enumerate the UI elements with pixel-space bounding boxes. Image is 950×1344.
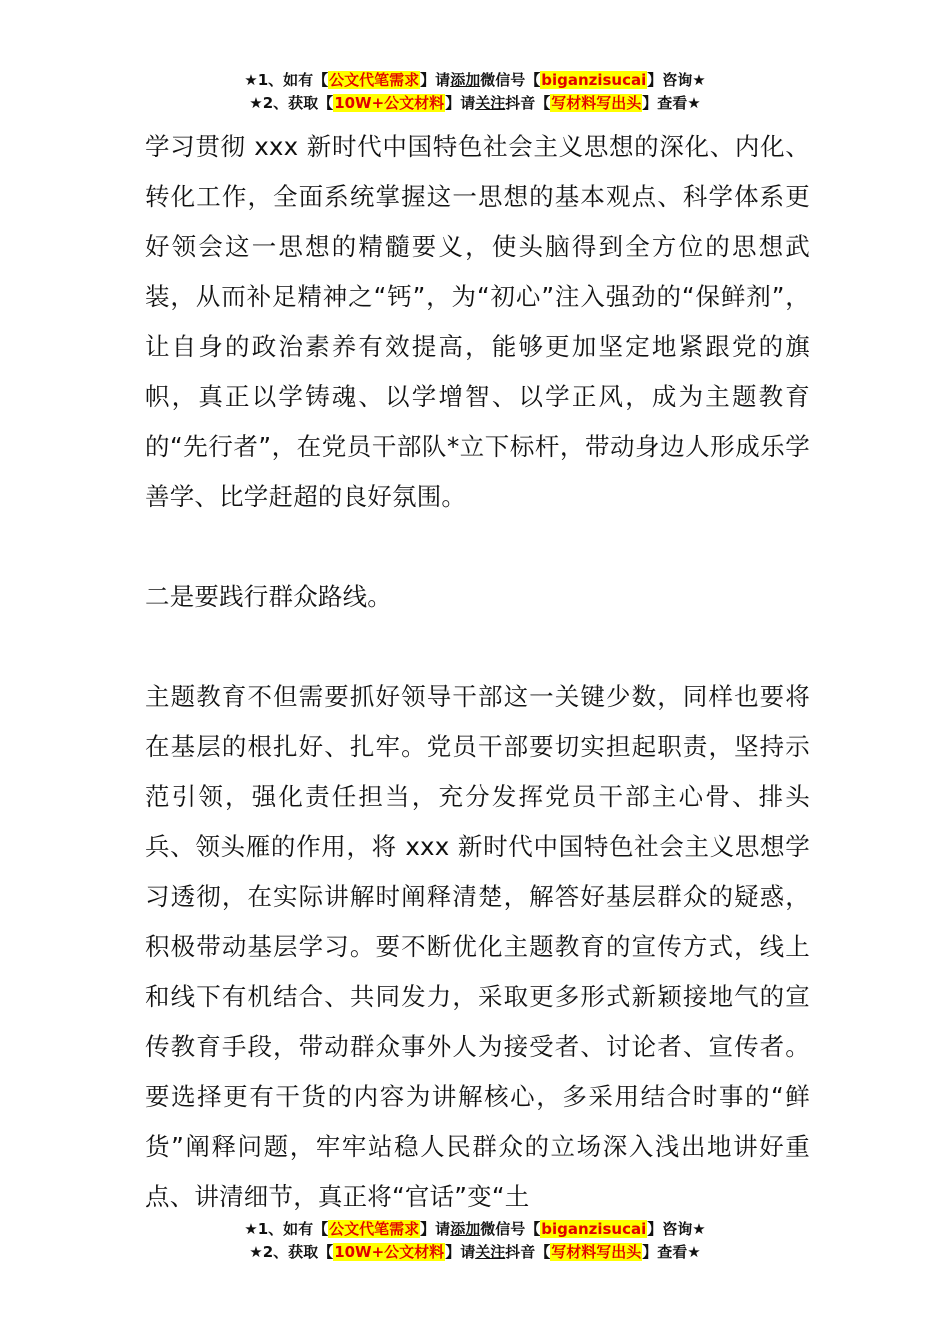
footer-banner	[0, 1219, 950, 1265]
highlight-wechat-id: biganzisucai	[541, 71, 647, 89]
highlight-douyin: 写材料写出头	[551, 1243, 642, 1261]
banner-line-2: ★2、获取【10W+公文材料】请关注抖音【写材料写出头】查看★	[249, 1243, 701, 1261]
highlight-douyin: 写材料写出头	[551, 94, 642, 112]
highlight-service: 公文代笔需求	[329, 71, 420, 89]
banner-line-2: ★2、获取【10W+公文材料】请关注抖音【写材料写出头】查看★	[249, 94, 701, 112]
banner-line-1: ★1、如有【公文代笔需求】请添加微信号【biganzisucai】咨询★	[244, 1220, 706, 1238]
header-banner	[0, 70, 950, 116]
highlight-service: 公文代笔需求	[329, 1220, 420, 1238]
section-heading: 二是要践行群众路线。	[145, 582, 392, 611]
highlight-materials: 10W+公文材料	[334, 94, 445, 112]
highlight-materials: 10W+公文材料	[334, 1243, 445, 1261]
banner-line-1: ★1、如有【公文代笔需求】请添加微信号【biganzisucai】咨询★	[244, 71, 706, 89]
document-body	[145, 122, 810, 1222]
highlight-wechat-id: biganzisucai	[541, 1220, 647, 1238]
paragraph-gap	[145, 522, 810, 572]
paragraph-gap	[145, 622, 810, 672]
paragraph-3: 主题教育不但需要抓好领导干部这一关键少数，同样也要将在基层的根扎好、扎牢。党员干部要切实担起职责，坚持示范引领，强化责任担当，充分发挥党员干部主心骨、排头兵、领头雁的作用，将 xxx 新时代中国特色社会主义思想学习透彻，在实际讲解时阐释清楚，解答好基层群众的疑惑，积极带动基层学习。要不断优化主题教育的宣传方式，线上和线下有机结合、共同发力，采取更多形式新颖接地气的宣传教育手段，带动群众事外人为接受者、讨论者、宣传者。要选择更有干货的内容为讲解核心，多采用结合时事的“鲜货”阐释问题，牢牢站稳人民群众的立场深入浅出地讲好重点、讲清细节，真正将“官话”变“土	[145, 682, 810, 1211]
paragraph-1: 学习贯彻 xxx 新时代中国特色社会主义思想的深化、内化、转化工作，全面系统掌握这一思想的基本观点、科学体系更好领会这一思想的精髓要义，使头脑得到全方位的思想武装，从而补足精神之“钙”，为“初心”注入强劲的“保鲜剂”，让自身的政治素养有效提高，能够更加坚定地紧跟党的旗帜，真正以学铸魂、以学增智、以学正风，成为主题教育的“先行者”，在党员干部队*立下标杆，带动身边人形成乐学善学、比学赶超的良好氛围。	[145, 132, 810, 511]
